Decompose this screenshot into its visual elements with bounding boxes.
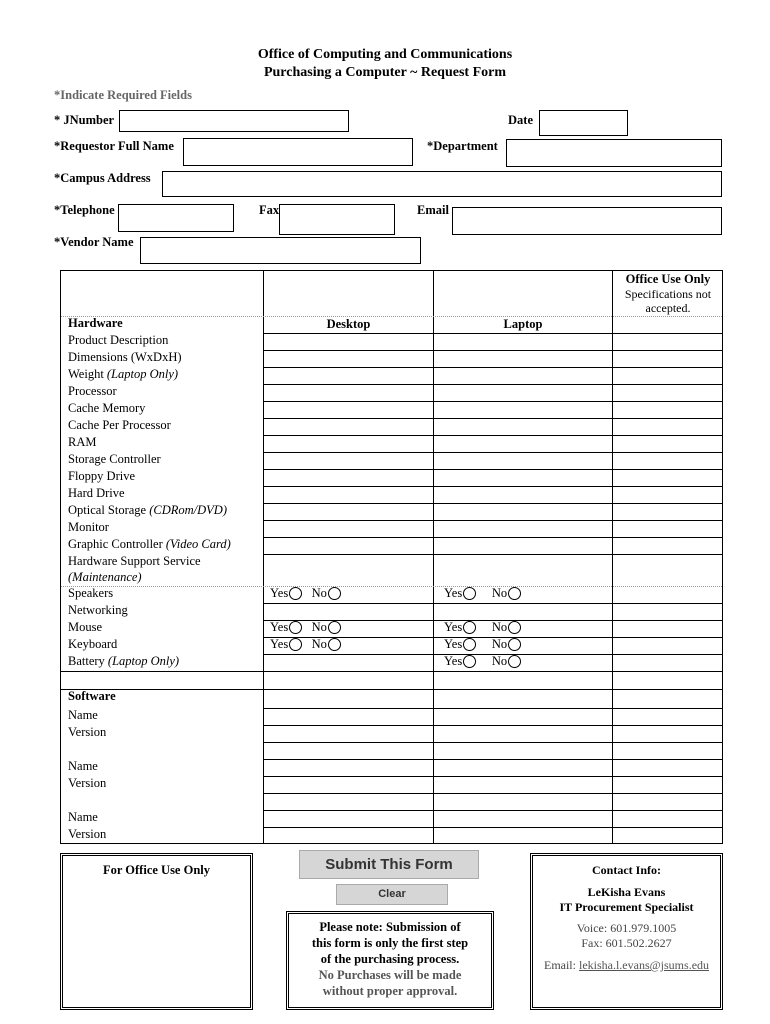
email-label: Email — [417, 203, 449, 217]
office-use-sub1: Specifications not — [624, 287, 712, 301]
row-monitor: Monitor — [68, 520, 109, 534]
date-input[interactable] — [539, 110, 628, 136]
row-weight-note: (Laptop Only) — [106, 367, 179, 381]
row-optical-storage — [68, 503, 227, 518]
row-support-note — [68, 570, 142, 585]
row-speakers: Speakers — [68, 586, 114, 600]
department-label: *Department — [427, 139, 498, 153]
vendor-input[interactable] — [140, 237, 421, 264]
laptop-heading: Laptop — [503, 317, 543, 331]
vendor-label: *Vendor Name — [54, 235, 134, 249]
radio-icon[interactable] — [328, 587, 341, 600]
contact-name: LeKisha Evans — [587, 885, 666, 899]
software-name-1: Name — [68, 708, 98, 722]
row-battery-note: (Laptop Only) — [107, 654, 180, 668]
office-use-box — [60, 853, 253, 1010]
radio-icon[interactable] — [508, 655, 521, 668]
row-support-service: Hardware Support Service — [68, 554, 201, 568]
contact-box — [530, 853, 723, 1010]
row-mouse: Mouse — [68, 620, 103, 634]
row-ram: RAM — [68, 435, 97, 449]
requestor-input[interactable] — [183, 138, 413, 166]
radio-icon[interactable] — [289, 638, 302, 651]
software-name-3: Name — [68, 810, 98, 824]
office-use-header: Office Use Only — [625, 272, 711, 286]
date-label: Date — [508, 113, 533, 127]
email-input[interactable] — [452, 207, 722, 235]
row-cache-per-processor: Cache Per Processor — [68, 418, 171, 432]
radio-icon[interactable] — [463, 638, 476, 651]
row-weight — [68, 367, 178, 382]
hardware-heading: Hardware — [68, 316, 123, 330]
radio-icon[interactable] — [328, 638, 341, 651]
speakers-laptop-options: Yes No — [444, 586, 521, 601]
clear-button[interactable]: Clear — [336, 884, 448, 905]
keyboard-laptop-options: Yes No — [444, 637, 521, 652]
jnumber-input[interactable] — [119, 110, 349, 132]
hardware-software-table — [60, 270, 723, 844]
row-optical-label: Optical Storage — [68, 503, 147, 517]
telephone-input[interactable] — [118, 204, 234, 232]
radio-icon[interactable] — [328, 621, 341, 634]
software-name-2: Name — [68, 759, 98, 773]
row-battery — [68, 654, 179, 669]
speakers-desktop-options: Yes No — [270, 586, 341, 601]
note-line1: Please note: Submission of — [319, 920, 461, 934]
disclaimer-box — [286, 911, 494, 1010]
office-use-sub2: accepted. — [645, 301, 691, 315]
row-graphic-note: (Video Card) — [165, 537, 231, 551]
radio-icon[interactable] — [289, 621, 302, 634]
software-version-2: Version — [68, 776, 107, 790]
radio-icon[interactable] — [508, 621, 521, 634]
submit-button[interactable]: Submit This Form — [299, 850, 479, 879]
note-line5: without proper approval. — [322, 984, 458, 998]
row-support-note-text: (Maintenance) — [68, 570, 142, 584]
campus-address-label: *Campus Address — [54, 171, 151, 185]
row-floppy-drive: Floppy Drive — [68, 469, 136, 483]
note-line3: of the purchasing process. — [320, 952, 460, 966]
software-version-1: Version — [68, 725, 107, 739]
note-line2: this form is only the first step — [311, 936, 469, 950]
contact-role: IT Procurement Specialist — [559, 900, 694, 914]
row-dimensions: Dimensions (WxDxH) — [68, 350, 182, 364]
row-processor: Processor — [68, 384, 117, 398]
row-battery-label: Battery — [68, 654, 105, 668]
row-graphic-controller — [68, 537, 231, 552]
fax-label: Fax — [259, 203, 280, 217]
desktop-heading: Desktop — [326, 317, 371, 331]
keyboard-desktop-options: Yes No — [270, 637, 341, 652]
jnumber-label: * JNumber — [54, 113, 115, 127]
note-line4: No Purchases will be made — [318, 968, 462, 982]
radio-icon[interactable] — [508, 587, 521, 600]
office-use-label: For Office Use Only — [102, 863, 211, 877]
row-graphic-label: Graphic Controller — [68, 537, 163, 551]
contact-email-label: Email: — [543, 958, 576, 972]
row-storage-controller: Storage Controller — [68, 452, 161, 466]
row-optical-note: (CDRom/DVD) — [149, 503, 227, 517]
software-version-3: Version — [68, 827, 107, 841]
row-product-description: Product Description — [68, 333, 169, 347]
radio-icon[interactable] — [463, 587, 476, 600]
software-heading: Software — [68, 689, 116, 703]
contact-email-link[interactable]: lekisha.l.evans@jsums.edu — [578, 958, 710, 972]
radio-icon[interactable] — [463, 621, 476, 634]
radio-icon[interactable] — [289, 587, 302, 600]
row-networking: Networking — [68, 603, 128, 617]
mouse-desktop-options: Yes No — [270, 620, 341, 635]
telephone-label: *Telephone — [54, 203, 115, 217]
requestor-label: *Requestor Full Name — [54, 139, 174, 153]
required-note: *Indicate Required Fields — [54, 88, 192, 102]
contact-voice: Voice: 601.979.1005 — [576, 921, 677, 935]
row-weight-label: Weight — [68, 367, 104, 381]
contact-fax: Fax: 601.502.2627 — [581, 936, 672, 950]
mouse-laptop-options: Yes No — [444, 620, 521, 635]
department-input[interactable] — [506, 139, 722, 167]
campus-address-input[interactable] — [162, 171, 722, 197]
fax-input[interactable] — [279, 204, 395, 235]
form-title-line1: Office of Computing and Communications — [257, 47, 513, 62]
form-title-line2: Purchasing a Computer ~ Request Form — [263, 65, 507, 80]
contact-title: Contact Info: — [592, 863, 661, 877]
row-keyboard: Keyboard — [68, 637, 118, 651]
row-cache-memory: Cache Memory — [68, 401, 146, 415]
battery-laptop-options: Yes No — [444, 654, 521, 669]
contact-email-line — [533, 958, 720, 973]
row-hard-drive: Hard Drive — [68, 486, 125, 500]
radio-icon[interactable] — [508, 638, 521, 651]
radio-icon[interactable] — [463, 655, 476, 668]
